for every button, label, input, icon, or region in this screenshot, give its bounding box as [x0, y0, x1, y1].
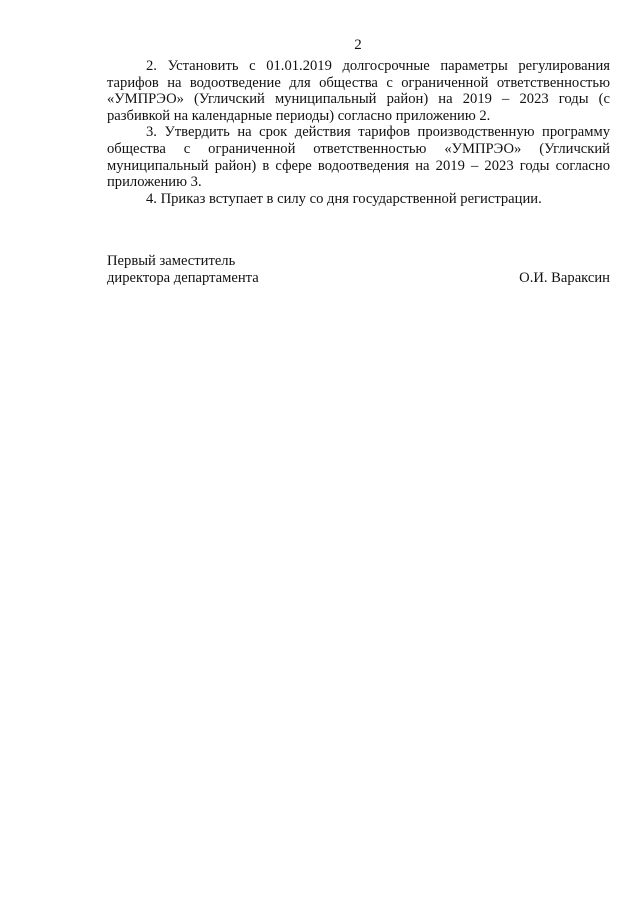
- signature-row: [107, 270, 610, 287]
- signatory-position-line1: Первый заместитель: [107, 253, 236, 269]
- paragraph-3: 3. Утвердить на срок действия тарифов производственную программу общества с ограниченной ответственностью «УМПРЭО» (Угличский муниципальный район) в сфере водоотведения на 2019 – 2023 годы согласно приложению 3.: [107, 124, 610, 191]
- paragraph-4: 4. Приказ вступает в силу со дня государственной регистрации.: [146, 190, 542, 207]
- paragraph-2: 2. Установить с 01.01.2019 долгосрочные параметры регулирования тарифов на водоотведение для общества с ограниченной ответственностью «УМПРЭО» (Угличский муниципальный район) на 2019 – 2023 годы (с разбивкой на календарные периоды) согласно приложению 2.: [107, 58, 610, 124]
- signatory-name: О.И. Вараксин: [519, 269, 610, 286]
- page-number: 2: [354, 37, 362, 53]
- signatory-position-line2: директора департамента: [107, 269, 259, 286]
- document-body: [107, 58, 610, 207]
- signature-block: [107, 253, 610, 286]
